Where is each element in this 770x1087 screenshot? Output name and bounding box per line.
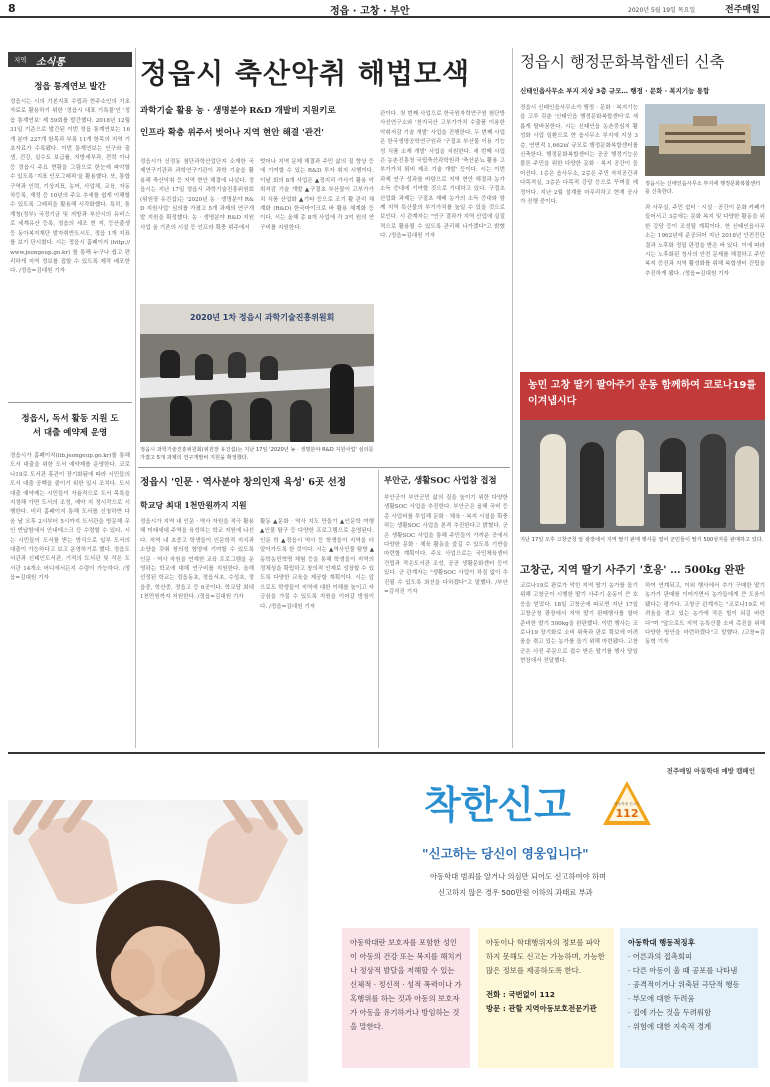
right-top-sub: 신태인읍사무소 부지 지상 3층 규모… 행정 · 문화 · 복지기능 통합 xyxy=(520,87,710,95)
page-number: 8 xyxy=(8,2,16,15)
info-box-signs xyxy=(620,928,758,1068)
section-rule xyxy=(8,752,765,754)
signs-item: · 부모에 대한 두려움 xyxy=(628,994,695,1003)
buan-headline: 부안군, 생활SOC 사업참 접점 xyxy=(384,475,497,485)
ad-top-label: 전주매일 아동학대 예방 캠페인 xyxy=(666,767,755,775)
signs-item: · 집에 가는 것을 두려워함 xyxy=(628,1008,712,1017)
info-box-definition xyxy=(342,928,470,1068)
column-rule xyxy=(378,470,379,748)
child-photo xyxy=(8,800,308,1082)
lead-headline: 정읍시 축산악취 해법모색 xyxy=(140,57,471,90)
humanities-body-col1: 정읍시가 지역 내 인문 · 역사 자원을 적극 활용해 미래세대 주역을 육성하는 학교 지원에 나선다. 지역 내 초중고 학생들이 인문학적 지식과 소양을 갖춰 창의성 함양에 기여할 수 있도록 인문 · 역사 자원을 연계한 교육 프로그램을 운영하는 학교에 대해 연구비를 지원한다. 올해 선정된 학교는 정읍동초, 정읍서초, 수성초, 정읍중, 학산중, 정읍고 등 6곳이다. 학교당 최대 1천만원까지 지원한다. /정읍=김대원 기자 xyxy=(140,519,254,601)
humanities-sub: 학교당 최대 1천만원까지 지원 xyxy=(140,500,247,510)
column-rule xyxy=(135,48,136,748)
signs-item: · 어른과의 접촉회피 xyxy=(628,952,693,961)
badge-small-text: 아동학대 신고는 xyxy=(614,802,640,806)
hotline-badge xyxy=(602,780,652,826)
signs-title: 아동학대 행동적징후 xyxy=(628,938,695,947)
ad-title: 착한신고 xyxy=(424,783,571,827)
column-rule xyxy=(512,48,513,748)
report-contact-visit: 방문 : 관할 지역아동보호전문기관 xyxy=(486,1004,597,1013)
info-box-how-to-report xyxy=(478,928,614,1068)
section-name: 정읍 · 고창 · 부안 xyxy=(330,6,410,17)
right-top-photo xyxy=(645,104,765,176)
signs-item: · 위험에 대한 지속적 경계 xyxy=(628,1022,712,1031)
gochang-photo xyxy=(520,372,765,532)
campaign-ad xyxy=(8,760,765,1082)
lead-sub1: 과학기술 활용 농 · 생명분야 R&D 개발비 지원키로 xyxy=(140,106,336,116)
gochang-caption: 지난 17일 오후 고창군청 앞 광장에서 지역 딸기 판매 행사를 열어 군민들이 딸기 500상자를 판매하고 있다. xyxy=(520,537,764,543)
divider xyxy=(138,467,510,468)
badge-number: 112 xyxy=(615,807,639,820)
signs-item: · 다른 아동이 울 때 공포를 나타냄 xyxy=(628,966,738,975)
lead-photo xyxy=(140,304,374,442)
lead-body-col2: 벗어나 지역 문제 해결과 주민 삶의 질 향상 등에 기여할 수 있는 R&D 투자 취지 시행이다. 이날 회의 8개 사업은 ▲정지리 가사기 활용 악취저감 기술 개발 ▲구절초 부산물이 고부가가치 식품 산업화 ▲기타 등으로 조기 활 관리 체계화 (R&D) 한국마이크로 바 활용 체계화 등이다. 시는 올해 총 8개 사업에 각 3억 원의 연구비를 지원한다. xyxy=(260,159,374,231)
lead-photo-caption: 정읍시 과학기술진흥위원회(위원장 유진섭)는 지난 17일 '2020년 농 · 생명분야 R&D 지원사업' 심의를 가졌고 5개 과제의 연구개발비 지원을 확정했다. xyxy=(140,447,374,461)
signs-item: · 공격적이거나 위축된 극단적 행동 xyxy=(628,980,740,989)
humanities-headline: 정읍시 '인문 · 역사분야 창의인재 육성' 6곳 선정 xyxy=(140,477,347,488)
ad-desc2: 신고하지 않은 경우 500만원 이하의 과태료 부과 xyxy=(438,888,593,897)
sidebar-story1-title: 정읍 통계연보 발간 xyxy=(34,82,106,92)
lead-subheads xyxy=(140,104,380,138)
paper-name: 전주매일 xyxy=(725,5,760,15)
gochang-headline: 고창군, 지역 딸기 사주기 '호응' … 500kg 완판 xyxy=(520,564,745,576)
lead-body-col3: 관이다. 첫 번째 사업으로 한국원자력연구원 첨단방사선연구소와 '천지국산 고부가가치 수출품 이용한 악취저감 기술 개발' 사업을 진행한다. 두 번째 사업은 한국생명공학연구원과 '구절초 부산물 이용 기능성 식품 소재 개발' 사업을 지원한다. 세 번째 사업은 농촌진흥청 국립축산과학원과 '축산분뇨 활용 고부가가치 퇴비 제조 기술 개발' 등이다. 시는 이번 과제 연구 성과를 바탕으로 지역 현안 해결과 농가 소득 증대에 기여할 것으로 기대하고 있다. 구절초 산업화 과제는 구절초 재배 농가의 소득 증대와 함께 지역 특산물의 부가가치를 높일 수 있을 것으로 보인다. 시 관계자는 "연구 결과가 지역 산업에 실질적으로 활용될 수 있도록 관리해 나가겠다"고 밝혔다. /정읍=김대원 기자 xyxy=(380,111,505,240)
report-text: 아동이나 학대행위자의 정보를 파악하지 못해도 신고는 가능하며, 가능한 많은 정보를 제공하도록 한다. xyxy=(486,938,605,975)
divider xyxy=(8,402,132,403)
right-top-headline: 정읍시 행정문화복합센터 신축 xyxy=(520,53,725,71)
page-header xyxy=(0,0,770,18)
right-top-body-col2: 과 사무실, 주민 쉼터 · 시설 · 공간이 문화 카페가 들어서고 3층에는 문화 복지 및 다양한 활동을 위한 강당 등이 조성될 계획이다. 현 신태인읍사무소는 1962년에 준공되어 지난 2018년 안전진단 결과 노후화 정밀 판정을 받은 바 있다. 이에 따라 시는 노후화된 청사의 안전 문제를 해결하고 주민 복지 증진과 지역 활성화를 위해 복합센터 건립을 추진하게 됐다. /정읍=김대원 기자 xyxy=(645,205,765,277)
ad-slogan: "신고하는 당신이 영웅입니다" xyxy=(422,846,589,861)
sidebar-tag xyxy=(8,52,132,67)
gochang-body-col1: 코로나19로 판로가 막힌 지역 딸기 농가를 돕기 위해 고창군이 시행한 딸기 사주기 운동이 큰 호응을 얻었다. 18일 고창군에 따르면 지난 17일 고창군청 광장에서 지역 딸기 판매행사를 열어 준비한 딸기 500kg을 완판했다. 이번 행사는 코로나19 장기화로 소비 위축과 판로 확보에 어려움을 겪고 있는 농가를 돕기 위해 마련됐다. 고창군은 사전 주문으로 접수 받은 딸기를 행사 당일 현장에서 전달했다. xyxy=(520,583,638,665)
child-illustration xyxy=(8,800,308,1082)
definition-text: 아동학대란 보호자를 포함한 성인이 아동의 건강 또는 복지를 해치거나 정상적 발달을 저해할 수 있는 신체적 · 정신적 · 성적 폭력이나 가혹행위를 하는 것과 아동의 보호자가 아동을 유기하거나 방임하는 것을 말한다. xyxy=(350,938,462,1031)
ad-desc1: 아동학대 범죄를 알거나 의심만 되어도 신고하여야 하며 xyxy=(430,872,607,881)
sidebar-tag-title: 소식통 xyxy=(36,57,65,68)
gochang-body-col2: 하여 연계되고, 이외 행사에서 추가 구매한 딸기 농가가 판매를 이어가면서 농가들에게 큰 도움이 됐다는 평가다. 고창군 관계자는 "코로나19로 어려움을 겪고 있는 농가에 작은 힘이 되길 바란다"며 "앞으로도 지역 농특산물 소비 촉진을 위해 다양한 방안을 마련하겠다"고 말했다. /고창=김동혁 기자 xyxy=(645,583,765,646)
sidebar-story2-body: 정읍시가 홈페이지(lib.jeongeup.go.kr)를 통해 도서 대출을 위한 도서 예약제를 운영한다. 코로나19로 도서관 휴관이 장기화됨에 따라 시민들의 도서 대출 공백을 줄이기 위한 일시 조치다. 도서 대출 예약제는 시민들이 자율적으로 도서 목록을 지정해 가면 도서의 조정, 예약 지 정시작으로 시행한다. 미리 홈페이지 통해 도서를 신청하면 다음 날 오후 2시부터 5시까지 도서관을 방문해 무인 반납함에서 안내데스크 등 수령할 수 있다. 시는 시민들이 도서를 받는 방식으로 일부 도서의 대출이 가능하다고 보고 운영하기로 했다. 정읍도서관과 신태인도서관, 기적의 도서관 및 작은 도서관 14개소 어디에서든지 수령이 가능하다. /정읍=김대원 기자 xyxy=(10,453,130,582)
right-top-body-col1: 정읍시 신태인읍사무소가 행정 · 문화 · 복지기능을 고루 갖춘 '신태인읍 행정문화복합센터'로 새롭게 탈바꿈한다. 시는 신태인읍 농촌중심지 활성화 사업 일환으로 현 읍사무소 부지에 지상 3층, 연면적 1,662㎡ 규모로 행정문화복합센터를 신축한다. 행정문화복합센터는 공공 행정기능은 물론 주민을 위한 다양한 문화 · 복지 공간이 들어선다. 1층은 읍사무소, 2층은 주민 자치공간과 다목적실, 3층은 다목적 강당 등으로 꾸며질 예정이다. 지난 2월 설계를 마무리하고 현재 공사가 진행 중이다. xyxy=(520,105,638,206)
humanities-body-col2: 활동 ▲문화 · 역사 지도 만들기 ▲인문학 여행 ▲인물 탐구 등 다양한 프로그램으로 운영된다. 인문 학 ▲정읍시 역사 등 학생들이 지역을 더 알아가도록 한 것이다. 시는 ▲역사인물 탐방 ▲동학농민혁명 체험 등을 통해 학생들이 지역의 정체성을 확립하고 창의적 인재로 성장할 수 있도록 다양한 교육을 제공할 계획이다. 시는 앞으로도 학생들이 지역에 대한 이해를 높이고 자긍심을 가질 수 있도록 지원을 이어갈 방침이다. /정읍=김대원 기자 xyxy=(260,519,374,610)
sidebar-story1-body: 정읍시는 시의 기본지표 수립과 현주소인의 기초자료로 활용하기 위한 '정읍시 대표 기록물'인 '정읍 통계연보' 제 59회를 발간했다. 2018년 12월 31일 기준으로 발간된 이번 정읍 통계연보는 16개 분야 227개 항목과 부록 11개 항목의 지역 기초자료가 수록됐다. 이번 통계연보는 인구와 출생, 건강, 실수도 보급률, 지방세부과, 전력 이나 등 정읍시 주요 현황을 그림으로 한눈에 파악할 수 있도록 '지표 인포그래픽'을 활용했다. 또, 통합구역과 인력, 기상지표, 농어, 사업체, 교육, 자동차등록, 재정 등 10년의 주요 추세를 쉽게 이해할 수 있도록 그래픽을 활용해 시각화했다. 특히, 통계청(정부) 국정기금 및 지방과 부산시의 유비스로 세계유산 등록, 정읍의 세조 현 지, 등산출생 등 동아복지재단 발자취반도시도, 정읍 1개 지표를 보기 단시켰다. 시는 정읍시 홈페이지 (http://www.jeongeup.go.kr) 를 통해 누구나 쉽고 편리하게 지역 정보를 접할 수 있도록 제작 배포한다. /정읍=김대원 기자 xyxy=(10,99,130,275)
lead-photo-banner: 2020년 1차 정읍시 과학기술진흥위원회 xyxy=(190,313,335,322)
sidebar-story2-title: 정읍시, 독서 활동 지원 도서 대출 예약제 운영 xyxy=(21,414,119,438)
lead-sub2: 인프라 확충 위주서 벗어나 지역 현안 해결 '관건' xyxy=(140,128,324,138)
right-top-caption: 정읍시는 신태인읍사무소 부지에 행정문화복합센터를 신축한다. xyxy=(645,181,761,195)
issue-date: 2020년 5월 19일 목요일 xyxy=(628,7,696,14)
sidebar-tag-area: 지역 xyxy=(14,56,27,64)
report-contact-phone: 전화 : 국번없이 112 xyxy=(486,990,555,999)
gochang-photo-banner: 농민 고창 딸기 팔아주기 운동 함께하여 코로나19를 이겨냅시다 xyxy=(528,380,757,407)
buan-body: 부안군이 부안군민 삶의 질을 높이기 위한 다양한 생활SOC 사업을 추진한다. 부안군은 올해 국비 등 총 사업비를 투입해 문화 · 체육 · 복지 시설을 확충하는 생활SOC 사업을 본격 추진한다고 밝혔다. 군은 생활SOC 사업을 통해 주민들이 가까운 곳에서 다양한 문화 · 체육 활동을 즐길 수 있도록 기반을 마련할 계획이다. 주요 사업으로는 국민체육센터 건립과 작은도서관 조성, 공공 생활문화센터 등이 있다. 군 관계자는 "생활SOC 사업이 차질 없이 추진될 수 있도록 최선을 다하겠다"고 말했다. /부안=김석진 기자 xyxy=(384,495,508,596)
lead-body-col1: 정읍시가 신정동 첨단과학산업단지 소재한 국제연구기관과 과학연구기관이 과학 기술을 활용해 축산악취 등 지역 현안 해결에 나섰다. 정읍시는 지난 17일 정읍시 과학기술진흥위원회(위원장 유진섭)는 '2020년 농 · 생명분야 R&D 지원사업' 심의를 가졌고 5개 과제의 연구개발 지원을 확정했다. 농 · 생명분야 R&D 지원사업 올 기존의 시설 등 인프라 확충 위주에서 xyxy=(140,159,254,231)
